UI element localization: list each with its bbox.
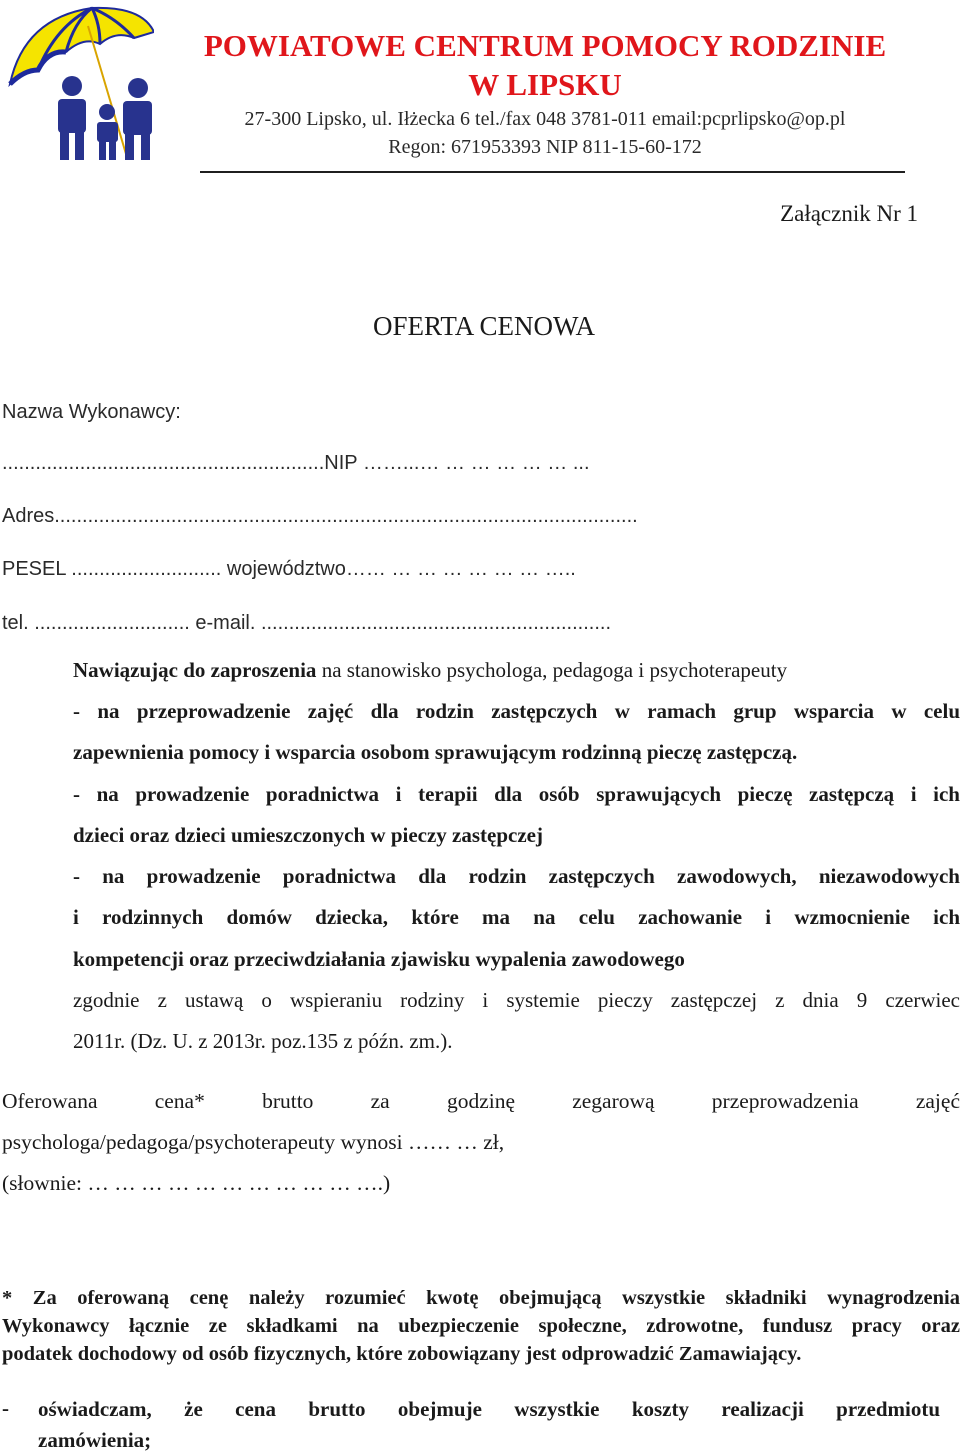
paragraph-line-5: dzieci oraz dzieci umieszczonych w pieczy zastępczej: [73, 823, 543, 847]
footnote-line-3: podatek dochodowy od osób fizycznych, które zobowiązany jest odprowadzić Zamawiający.: [2, 1343, 802, 1365]
org-name-line2: W LIPSKU: [468, 67, 622, 102]
address-field[interactable]: Adres.........................................................................................................: [2, 505, 638, 527]
pesel-voivodeship-field[interactable]: PESEL ........................... województwo…… … … … … … … …..: [2, 558, 576, 580]
declaration-bullet: -: [2, 1396, 9, 1420]
footnote-line-2: Wykonawcy łącznie ze składkami na ubezpieczenie społeczne, zdrowotne, fundusz pracy oraz: [2, 1315, 960, 1337]
paragraph-line-4: - na prowadzenie poradnictwa i terapii dla osób sprawujących pieczę zastępczą i ich: [73, 782, 960, 806]
nip-field[interactable]: ..........................................................NIP ……...… … … … … … ...: [2, 452, 590, 474]
paragraph-line-9: zgodnie z ustawą o wspieraniu rodziny i systemie pieczy zastępczej z dnia 9 czerwiec: [73, 988, 960, 1012]
paragraph-line-7: i rodzinnych domów dziecka, które ma na celu zachowanie i wzmocnienie ich: [73, 905, 960, 929]
paragraph-line-8: kompetencji oraz przeciwdziałania zjawisku wypalenia zawodowego: [73, 947, 685, 971]
declaration-line-2: zamówienia;: [38, 1428, 152, 1452]
contractor-name-label: Nazwa Wykonawcy:: [2, 401, 181, 423]
paragraph-intro-bold: Nawiązując do zaproszenia: [73, 658, 317, 682]
paragraph-line-3: zapewnienia pomocy i wsparcia osobom sprawującym rodzinną pieczę zastępczą.: [73, 740, 798, 764]
org-name-line1: POWIATOWE CENTRUM POMOCY RODZINIE: [203, 28, 887, 63]
header-divider: [200, 171, 905, 173]
phone-email-field[interactable]: tel. ............................ e-mail. ...............................................................: [2, 612, 612, 634]
annex-label: Załącznik Nr 1: [780, 201, 918, 226]
paragraph-line-1: [73, 657, 960, 683]
family-icon: [58, 76, 152, 160]
paragraph-line-6: - na prowadzenie poradnictwa dla rodzin zastępczych zawodowych, niezawodowych: [73, 864, 960, 888]
paragraph-line-2: - na przeprowadzenie zajęć dla rodzin zastępczych w ramach grup wsparcia w celu: [73, 699, 960, 723]
paragraph-intro-rest: na stanowisko psychologa, pedagoga i psychoterapeuty: [316, 658, 788, 682]
offer-amount-field[interactable]: psychologa/pedagoga/psychoterapeuty wynosi …… … zł,: [2, 1130, 505, 1154]
offer-in-words-field[interactable]: (słownie: … … … … … … … … … … ….): [2, 1171, 391, 1195]
declaration-line-1: oświadczam, że cena brutto obejmuje wszystkie koszty realizacji przedmiotu: [38, 1397, 940, 1421]
offer-price-line: Oferowana cena* brutto za godzinę zegarową przeprowadzenia zajęć: [2, 1089, 960, 1113]
paragraph-line-10: 2011r. (Dz. U. z 2013r. poz.135 z późn. zm.).: [73, 1029, 453, 1053]
org-regon: Regon: 671953393 NIP 811-15-60-172: [388, 136, 702, 158]
footnote-line-1: * Za oferowaną cenę należy rozumieć kwotę obejmującą wszystkie składniki wynagrodzenia: [2, 1287, 960, 1309]
umbrella-family-logo: [4, 4, 154, 162]
page-title: OFERTA CENOWA: [373, 311, 595, 341]
org-address: 27-300 Lipsko, ul. Iłżecka 6 tel./fax 048 3781-011 email:pcprlipsko@op.pl: [244, 108, 846, 130]
